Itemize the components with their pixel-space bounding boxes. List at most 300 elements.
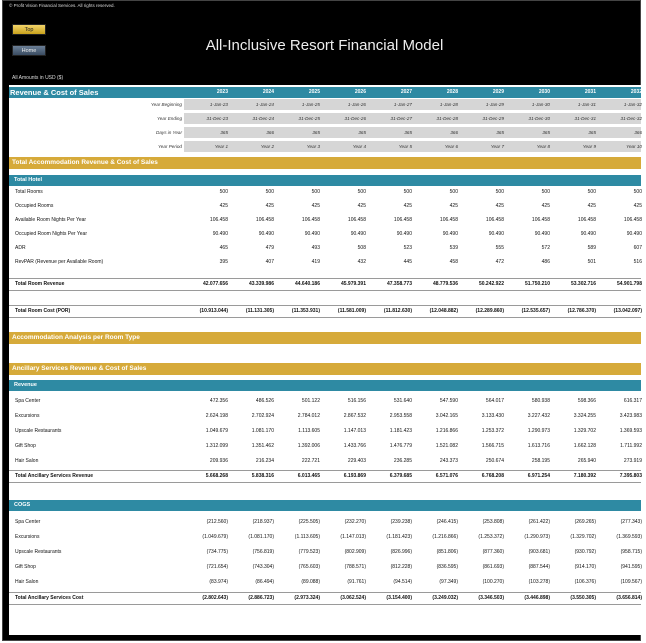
value-cell: 90.490 [626,231,642,237]
cogs-row [9,547,641,558]
period-value: 31-Dec-24 [252,116,274,121]
year-header: 2024 [262,89,274,95]
total-value-cell: (12.048.882) [429,308,458,314]
value-cell: (277.343) [620,519,642,525]
value-cell: 106.458 [439,217,458,223]
value-cell: (788.571) [344,564,366,570]
section-title: Total Accommodation Revenue & Cost of Sales [12,159,158,166]
value-cell: 479 [265,245,274,251]
value-cell: (941.595) [620,564,642,570]
value-cell: 2.624.198 [205,413,228,419]
total-value-cell: 47.358.773 [386,281,412,287]
period-value: 1-Jan-32 [623,102,642,107]
total-value-cell: (2.886.723) [248,595,274,601]
row-label: Excursions [15,534,40,540]
subsection-revenue [9,380,641,391]
copyright-notice: © Profit Vision Financial Services. All rights reserved. [9,3,115,8]
value-cell: (743.304) [252,564,274,570]
home-button[interactable]: Home [12,45,46,56]
hotel-row [9,187,641,198]
value-cell: 106.458 [301,217,320,223]
row-label: Spa Center [15,398,41,404]
period-value: 1-Jan-26 [347,102,366,107]
financial-grid [9,85,641,635]
period-value: 366 [450,130,458,135]
total-value-cell: (12.289.860) [475,308,504,314]
value-cell: 3.133.430 [481,413,504,419]
value-cell: 607 [633,245,642,251]
value-cell: (103.278) [528,579,550,585]
value-cell: (812.228) [390,564,412,570]
value-cell: (212.560) [206,519,228,525]
value-cell: 90.490 [488,231,504,237]
value-cell: 2.953.558 [389,413,412,419]
value-cell: (91.761) [347,579,366,585]
cogs-row [9,517,641,528]
value-cell: 493 [311,245,320,251]
total-value-cell: (2.973.324) [294,595,320,601]
total-value-cell: (3.346.503) [478,595,504,601]
total-value-cell: 6.768.208 [481,473,504,479]
row-label: Gift Shop [15,443,36,449]
total-value-cell: 42.077.656 [202,281,228,287]
total-rule [9,470,641,471]
value-cell: 395 [219,259,228,265]
value-cell: 243.373 [439,458,458,464]
hotel-row [9,215,641,226]
period-value: 365 [404,130,412,135]
subsection-title: Total Hotel [14,177,43,183]
total-value-cell: (10.913.044) [199,308,228,314]
hotel-row [9,201,641,212]
revenue-row [9,426,641,437]
total-rule [9,290,641,291]
value-cell: 598.366 [577,398,596,404]
value-cell: (734.775) [206,549,228,555]
page-title: All-Inclusive Resort Financial Model [205,37,444,54]
value-cell: (269.265) [574,519,596,525]
value-cell: 486 [541,259,550,265]
value-cell: 500 [403,189,412,195]
year-header: 2031 [584,89,596,95]
period-value: Year 9 [582,144,596,149]
value-cell: 425 [587,203,596,209]
total-room-revenue-row [9,279,641,290]
value-cell: 106.458 [347,217,366,223]
value-cell: 425 [449,203,458,209]
total-value-cell: 43.339.986 [248,281,274,287]
value-cell: (914.170) [574,564,596,570]
total-value-cell: 7.180.392 [573,473,596,479]
period-value: 1-Jan-31 [577,102,596,107]
cogs-row [9,577,641,588]
row-label: Total Ancillary Services Revenue [15,473,94,479]
value-cell: 1.521.082 [435,443,458,449]
value-cell: 516.156 [347,398,366,404]
value-cell: (930.792) [574,549,596,555]
value-cell: 531.640 [393,398,412,404]
value-cell: (89.088) [301,579,320,585]
period-row-0 [9,99,641,110]
total-value-cell: (3.062.524) [340,595,366,601]
total-value-cell: 54.901.798 [616,281,642,287]
total-rule [9,592,641,593]
value-cell: 407 [265,259,274,265]
period-value: Year 10 [626,144,642,149]
period-value: Year 4 [352,144,366,149]
period-value: 31-Dec-31 [574,116,596,121]
total-value-cell: 7.395.803 [619,473,642,479]
value-cell: (253.808) [482,519,504,525]
value-cell: 523 [403,245,412,251]
value-cell: 90.490 [304,231,320,237]
row-label: Excursions [15,413,40,419]
value-cell: 90.490 [442,231,458,237]
value-cell: 425 [403,203,412,209]
value-cell: (225.505) [298,519,320,525]
value-cell: 258.195 [531,458,550,464]
value-cell: (1.147.013) [340,534,366,540]
total-value-cell: (11.131.305) [245,308,274,314]
period-label: Year Beginning [150,102,182,107]
year-header: 2023 [216,89,228,95]
value-cell: 501 [587,259,596,265]
value-cell: (1.216.866) [432,534,458,540]
total-value-cell: (3.249.032) [432,595,458,601]
value-cell: (836.595) [436,564,458,570]
period-row-2 [9,127,641,138]
period-label: Year Period [157,144,182,149]
value-cell: (1.290.973) [524,534,550,540]
total-value-cell: (3.154.400) [386,595,412,601]
value-cell: 445 [403,259,412,265]
year-header: 2027 [400,89,412,95]
value-cell: 216.234 [255,458,274,464]
value-cell: 432 [357,259,366,265]
value-cell: (94.514) [393,579,412,585]
period-value: 31-Dec-29 [482,116,504,121]
period-value: Year 6 [444,144,458,149]
period-row-3 [9,141,641,152]
total-value-cell: (3.446.898) [524,595,550,601]
value-cell: 616.317 [623,398,642,404]
total-value-cell: (11.353.931) [291,308,320,314]
value-cell: 229.403 [347,458,366,464]
value-cell: 547.590 [439,398,458,404]
period-label: Days in Year [156,130,182,135]
value-cell: 2.784.012 [297,413,320,419]
value-cell: 1.369.593 [619,428,642,434]
row-label: Total Rooms [15,189,43,195]
row-label: Available Room Nights Per Year [15,217,87,223]
year-header: 2029 [492,89,504,95]
value-cell: (1.181.423) [386,534,412,540]
period-value: 1-Jan-28 [439,102,458,107]
section-title: Ancillary Services Revenue & Cost of Sales [12,365,147,372]
value-cell: 458 [449,259,458,265]
period-value: 365 [358,130,366,135]
value-cell: 1.566.715 [481,443,504,449]
period-value: 1-Jan-29 [485,102,504,107]
total-ancillary-cost-row [9,593,641,604]
value-cell: (765.603) [298,564,320,570]
value-cell: 1.312.099 [205,443,228,449]
period-value: Year 1 [214,144,228,149]
total-value-cell: (3.550.305) [570,595,596,601]
period-value: Year 2 [260,144,274,149]
total-value-cell: 48.779.536 [432,281,458,287]
period-value: Year 8 [536,144,550,149]
period-value: 365 [220,130,228,135]
row-label: Hair Salon [15,579,39,585]
total-value-cell: (12.535.657) [521,308,550,314]
value-cell: (756.819) [252,549,274,555]
value-cell: (958.715) [620,549,642,555]
value-cell: (239.238) [390,519,412,525]
value-cell: 419 [311,259,320,265]
value-cell: (877.360) [482,549,504,555]
value-cell: 265.940 [577,458,596,464]
value-cell: 1.253.372 [481,428,504,434]
value-cell: 425 [495,203,504,209]
total-rule [9,305,641,306]
section-header-ancillary [9,363,641,375]
total-rule [9,604,641,605]
total-value-cell: (11.581.009) [337,308,366,314]
total-rule [9,317,641,318]
value-cell: 90.490 [534,231,550,237]
period-value: 31-Dec-25 [298,116,320,121]
spreadsheet-window [2,0,641,641]
value-cell: (779.523) [298,549,320,555]
total-value-cell: 6.571.076 [435,473,458,479]
value-cell: 425 [311,203,320,209]
value-cell: 500 [357,189,366,195]
total-value-cell: (13.042.097) [613,308,642,314]
row-label: Hair Salon [15,458,39,464]
value-cell: 1.181.423 [389,428,412,434]
total-value-cell: (3.656.814) [616,595,642,601]
period-value: 366 [266,130,274,135]
value-cell: (1.369.593) [616,534,642,540]
value-cell: (246.415) [436,519,458,525]
value-cell: 106.458 [393,217,412,223]
value-cell: 425 [357,203,366,209]
value-cell: (1.329.702) [570,534,596,540]
revenue-row [9,441,641,452]
value-cell: 425 [541,203,550,209]
row-label: Total Room Cost (POR) [15,308,71,314]
row-label: Total Ancillary Services Cost [15,595,84,601]
value-cell: 106.458 [485,217,504,223]
period-value: 366 [634,130,642,135]
value-cell: 1.049.679 [205,428,228,434]
value-cell: 1.476.779 [389,443,412,449]
value-cell: 500 [311,189,320,195]
value-cell: 1.392.006 [297,443,320,449]
value-cell: 472.356 [209,398,228,404]
value-cell: (851.806) [436,549,458,555]
value-cell: (887.544) [528,564,550,570]
hotel-row [9,243,641,254]
period-label: Year Ending [156,116,182,121]
value-cell: (218.937) [252,519,274,525]
value-cell: 273.919 [623,458,642,464]
value-cell: (106.376) [574,579,596,585]
hotel-row [9,257,641,268]
value-cell: (802.909) [344,549,366,555]
value-cell: 572 [541,245,550,251]
value-cell: 564.017 [485,398,504,404]
value-cell: 500 [633,189,642,195]
total-value-cell: 45.979.391 [340,281,366,287]
hotel-row [9,229,641,240]
row-label: Spa Center [15,519,41,525]
period-value: 365 [588,130,596,135]
value-cell: 1.433.766 [343,443,366,449]
value-cell: 1.351.462 [251,443,274,449]
value-cell: 1.290.973 [527,428,550,434]
period-value: Year 3 [306,144,320,149]
value-cell: (721.654) [206,564,228,570]
value-cell: 106.458 [623,217,642,223]
value-cell: 500 [265,189,274,195]
value-cell: (903.681) [528,549,550,555]
revenue-row [9,396,641,407]
value-cell: 209.936 [209,458,228,464]
value-cell: (1.081.170) [248,534,274,540]
year-header: 2025 [308,89,320,95]
value-cell: 1.613.716 [527,443,550,449]
year-header: 2032 [630,89,642,95]
value-cell: 465 [219,245,228,251]
value-cell: (86.494) [255,579,274,585]
value-cell: 3.423.983 [619,413,642,419]
row-label: RevPAR (Revenue per Available Room) [15,259,104,265]
period-row-1 [9,113,641,124]
cogs-row [9,532,641,543]
value-cell: 90.490 [350,231,366,237]
row-label: Total Room Revenue [15,281,65,287]
total-room-cost-row [9,306,641,317]
value-cell: 1.216.866 [435,428,458,434]
period-value: 1-Jan-25 [301,102,320,107]
value-cell: 2.867.532 [343,413,366,419]
value-cell: 1.113.605 [298,428,320,434]
value-cell: 539 [449,245,458,251]
value-cell: (261.422) [528,519,550,525]
year-header: 2028 [446,89,458,95]
period-value: 1-Jan-30 [531,102,550,107]
value-cell: 250.674 [485,458,504,464]
total-value-cell: 5.668.268 [205,473,228,479]
value-cell: (97.349) [439,579,458,585]
value-cell: 106.458 [209,217,228,223]
total-value-cell: (2.802.643) [202,595,228,601]
value-cell: 486.526 [255,398,274,404]
total-value-cell: 6.971.254 [527,473,550,479]
total-value-cell: 50.242.922 [478,281,504,287]
subsection-total-hotel [9,175,641,186]
value-cell: 472 [495,259,504,265]
value-cell: 500 [219,189,228,195]
top-button[interactable]: Top [12,24,46,35]
row-label: Occupied Room Nights Per Year [15,231,87,237]
value-cell: 516 [633,259,642,265]
section-header-revenue-cost [9,87,641,98]
period-value: 1-Jan-27 [393,102,412,107]
total-value-cell: (11.812.630) [383,308,412,314]
total-rule [9,482,641,483]
section-title: Accommodation Analysis per Room Type [12,334,140,341]
subsection-title: Revenue [14,382,37,388]
total-value-cell: (12.786.370) [567,308,596,314]
value-cell: 90.490 [212,231,228,237]
value-cell: 425 [265,203,274,209]
value-cell: 236.285 [393,458,412,464]
section-header-analysis [9,332,641,344]
value-cell: 500 [449,189,458,195]
value-cell: 425 [633,203,642,209]
revenue-row [9,456,641,467]
row-label: Upscale Restaurants [15,549,62,555]
value-cell: 2.702.924 [251,413,274,419]
value-cell: (109.567) [620,579,642,585]
section-title: Revenue & Cost of Sales [10,88,99,97]
total-value-cell: 6.379.685 [389,473,412,479]
value-cell: 500 [495,189,504,195]
value-cell: 106.458 [577,217,596,223]
value-cell: 501.122 [301,398,320,404]
total-value-cell: 5.838.316 [251,473,274,479]
cogs-row [9,562,641,573]
period-value: 31-Dec-27 [390,116,412,121]
value-cell: 508 [357,245,366,251]
value-cell: 90.490 [580,231,596,237]
value-cell: 500 [587,189,596,195]
period-value: Year 5 [398,144,412,149]
subsection-title: COGS [14,502,31,508]
value-cell: 222.721 [301,458,320,464]
period-value: 31-Dec-28 [436,116,458,121]
value-cell: (1.113.605) [294,534,320,540]
period-value: 1-Jan-23 [209,102,228,107]
period-value: 365 [542,130,550,135]
period-value: 31-Dec-32 [620,116,642,121]
total-value-cell: 51.750.210 [524,281,550,287]
year-header: 2030 [538,89,550,95]
value-cell: 555 [495,245,504,251]
total-rule [9,278,641,279]
row-label: Upscale Restaurants [15,428,62,434]
revenue-row [9,411,641,422]
value-cell: 589 [587,245,596,251]
value-cell: (232.270) [344,519,366,525]
period-value: 1-Jan-24 [255,102,274,107]
value-cell: (100.270) [482,579,504,585]
value-cell: 3.042.165 [435,413,458,419]
period-value: 365 [312,130,320,135]
value-cell: 425 [219,203,228,209]
period-value: 365 [496,130,504,135]
value-cell: (1.253.372) [478,534,504,540]
period-value: Year 7 [490,144,504,149]
value-cell: 1.711.992 [620,443,642,449]
total-value-cell: 6.013.465 [297,473,320,479]
value-cell: (861.693) [482,564,504,570]
currency-note: All Amounts in USD ($) [12,75,64,81]
value-cell: 3.227.432 [527,413,550,419]
